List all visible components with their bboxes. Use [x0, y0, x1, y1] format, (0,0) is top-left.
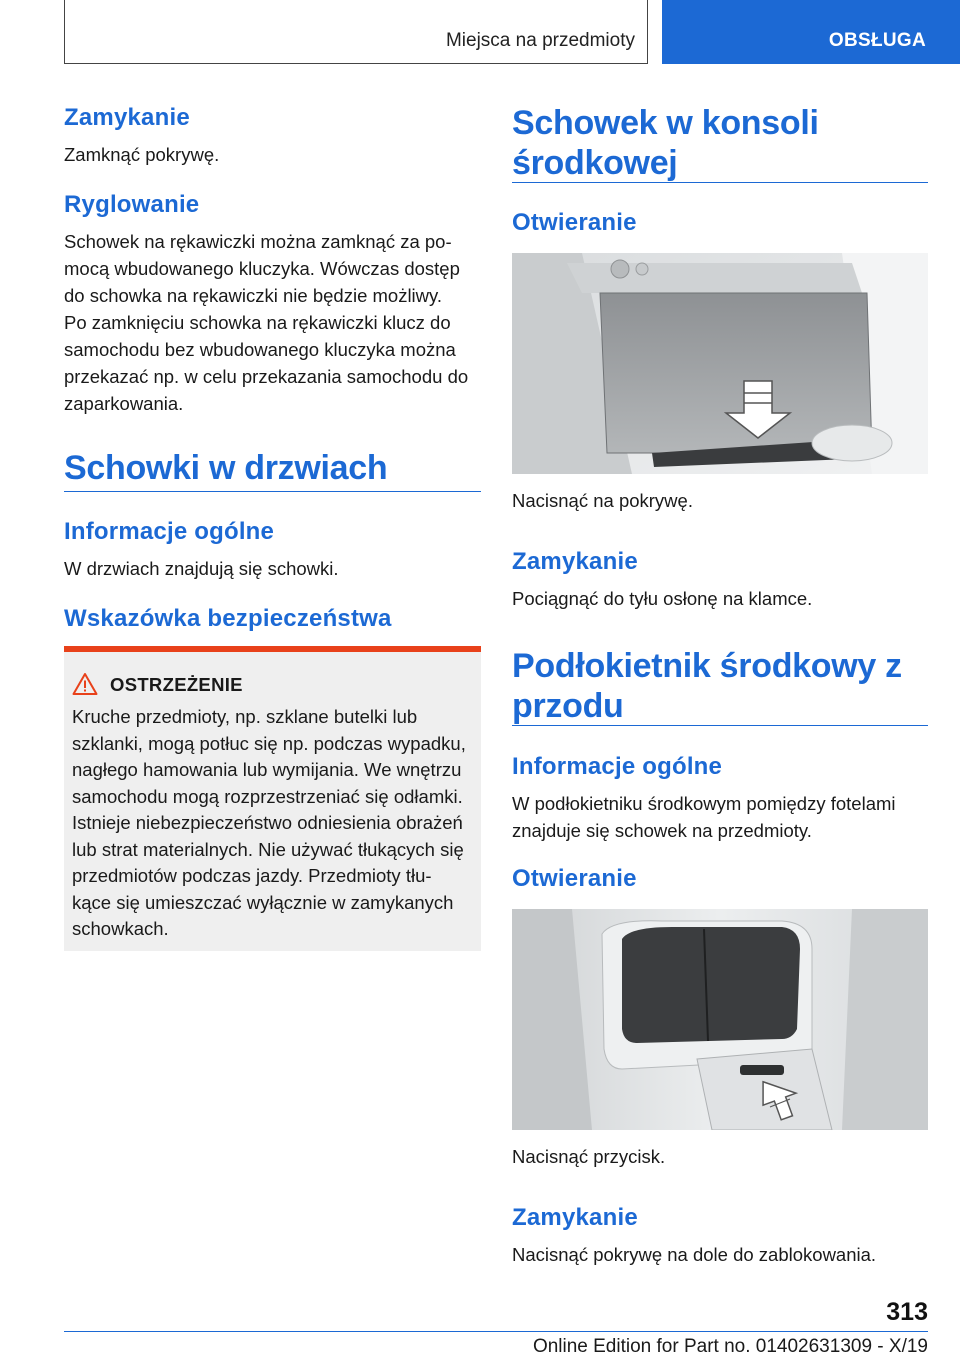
ryglowanie-paragraph-2	[64, 309, 484, 417]
text-line: W podłokietniku środkowym pomiędzy fotelami	[512, 793, 896, 814]
heading-otwieranie-1: Otwieranie	[512, 209, 637, 236]
heading-informacje-ogolne: Informacje ogólne	[64, 518, 275, 545]
heading-wskazowka-bezpieczenstwa: Wskazówka bezpieczeństwa	[64, 605, 392, 632]
header-chapter-tab	[662, 0, 960, 64]
heading-otwieranie-2: Otwieranie	[512, 865, 637, 892]
section-rule	[512, 725, 928, 726]
heading-schowki-w-drzwiach: Schowki w drzwiach	[64, 449, 388, 487]
heading-podlokietnik	[512, 646, 902, 726]
info-text: W drzwiach znajdują się schowki.	[64, 558, 339, 579]
text-line: przedmiotów podczas jazdy. Przedmioty tłu-	[72, 865, 432, 886]
text-line: szklanki, mogą potłuc się np. podczas wypadku,	[72, 732, 466, 754]
text-line: przekazać np. w celu przekazania samochodu do	[64, 366, 469, 387]
text-line: mocą wbudowanego kluczyka. Wówczas dostęp	[64, 258, 460, 279]
chapter-tab-label: OBSŁUGA	[828, 30, 926, 51]
text-line: nagłego hamowania lub wymijania. We wnętrzu	[72, 759, 462, 780]
info-2-text	[512, 790, 928, 844]
heading-zamykanie-1: Zamykanie	[512, 548, 638, 575]
text-line: Kruche przedmioty, np. szklane butelki lub	[72, 706, 418, 727]
heading-line: Schowek w konsoli	[512, 104, 819, 142]
caption-1: Nacisnąć na pokrywę.	[512, 490, 693, 511]
heading-informacje-ogolne-2: Informacje ogólne	[512, 753, 723, 780]
warning-box	[64, 646, 481, 951]
warning-text	[72, 704, 476, 943]
zamykanie-2-text: Nacisnąć pokrywę na dole do zablokowania.	[512, 1244, 877, 1265]
text-line: samochodu mogą rozprzestrzeniać się odłamki.	[72, 785, 463, 807]
footer-edition: Online Edition for Part no. 01402631309 - X/19	[532, 1336, 928, 1357]
warning-triangle-icon	[72, 672, 98, 696]
page-number: 313	[886, 1298, 928, 1326]
console-compartment-image	[512, 253, 928, 474]
warning-title: OSTRZEŻENIE	[110, 674, 243, 695]
text-line: Schowek na rękawiczki można zamknąć za po-	[64, 231, 452, 252]
text-line: znajduje się schowek na przedmioty.	[512, 820, 812, 841]
heading-line: Podłokietnik środkowy z	[512, 647, 902, 685]
text-line: lub strat materialnych. Nie używać tłukących się	[72, 838, 464, 860]
text-line: kące się umieszczać wyłącznie w zamykanych	[72, 891, 454, 913]
header-section-title: Miejsca na przedmioty	[445, 30, 635, 51]
ryglowanie-paragraph-1	[64, 228, 484, 309]
zamykanie-text: Zamknąć pokrywę.	[64, 144, 220, 165]
text-line: Po zamknięciu schowka na rękawiczki klucz do	[64, 312, 451, 333]
footer-rule	[64, 1331, 928, 1332]
caption-2: Nacisnąć przycisk.	[512, 1146, 666, 1167]
text-line: zaparkowania.	[64, 393, 184, 414]
heading-zamykanie: Zamykanie	[64, 104, 190, 131]
header-section-box	[64, 0, 648, 64]
warning-bar	[64, 646, 481, 652]
section-rule	[64, 491, 481, 492]
heading-schowek-w-konsoli	[512, 103, 819, 183]
text-line: Istnieje niebezpieczeństwo odniesienia obrażeń	[72, 812, 463, 833]
zamykanie-1-text: Pociągnąć do tyłu osłonę na klamce.	[512, 588, 813, 609]
heading-ryglowanie: Ryglowanie	[64, 191, 200, 218]
text-line: schowkach.	[72, 918, 169, 939]
armrest-illustration	[512, 909, 928, 1130]
text-line: do schowka na rękawiczki nie będzie możliwy.	[64, 285, 443, 306]
heading-zamykanie-2: Zamykanie	[512, 1204, 638, 1231]
console-compartment-illustration	[512, 253, 928, 474]
heading-line: przodu	[512, 687, 624, 725]
heading-line: środkowej	[512, 144, 678, 182]
armrest-image	[512, 909, 928, 1130]
section-rule	[512, 182, 928, 183]
text-line: samochodu bez wbudowanego kluczyka można	[64, 339, 456, 360]
